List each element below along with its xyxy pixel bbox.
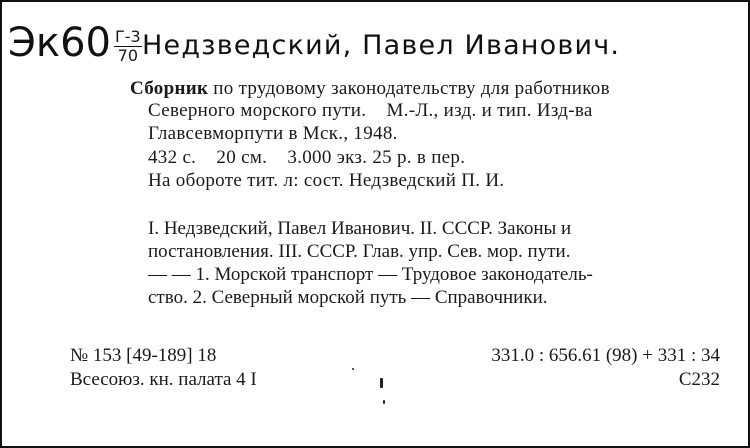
ink-speck — [352, 368, 354, 370]
entry-title: Сборник — [130, 78, 209, 99]
subject-headings — [148, 217, 724, 309]
ink-speck — [383, 400, 385, 404]
subject-line-2: постановления. III. СССР. Глав. упр. Сев. мор. пути. — [148, 241, 571, 262]
card-number: № 153 [49-189] 18 — [70, 345, 217, 366]
entry-line-3: Главсевморпути в Мск., 1948. — [148, 123, 398, 144]
entry-line-4: 432 с. 20 см. 3.000 экз. 25 р. в пер. — [148, 147, 466, 168]
entry-line-5: На обороте тит. л: сост. Недзведский П. И. — [148, 170, 505, 191]
entry-line-1 — [130, 78, 610, 100]
fraction-numerator: Г-3 — [115, 27, 141, 46]
classification-index: 331.0 : 656.61 (98) + 331 : 34 — [491, 345, 720, 366]
fraction-denominator: 70 — [117, 46, 139, 65]
shelfmark-handwritten: Эк60 — [8, 20, 111, 66]
subject-line-4: ство. 2. Северный морской путь — Справочники. — [148, 287, 548, 308]
ink-speck — [380, 378, 383, 388]
subject-line-3: — — 1. Морской транспорт — Трудовое законодатель- — [148, 264, 593, 285]
author-mark: С232 — [678, 369, 720, 390]
author-handwritten: Недзведский, Павел Иванович. — [142, 30, 621, 61]
book-chamber: Всесоюз. кн. палата 4 I — [70, 369, 257, 390]
entry-line-2: Северного морского пути. М.-Л., изд. и тип. Изд-ва — [148, 100, 593, 121]
subject-line-1: I. Недзведский, Павел Иванович. II. СССР. Законы и — [148, 218, 572, 239]
entry-line-1-rest: по трудовому законодательству для работников — [208, 78, 610, 99]
shelf-fraction — [114, 28, 142, 65]
